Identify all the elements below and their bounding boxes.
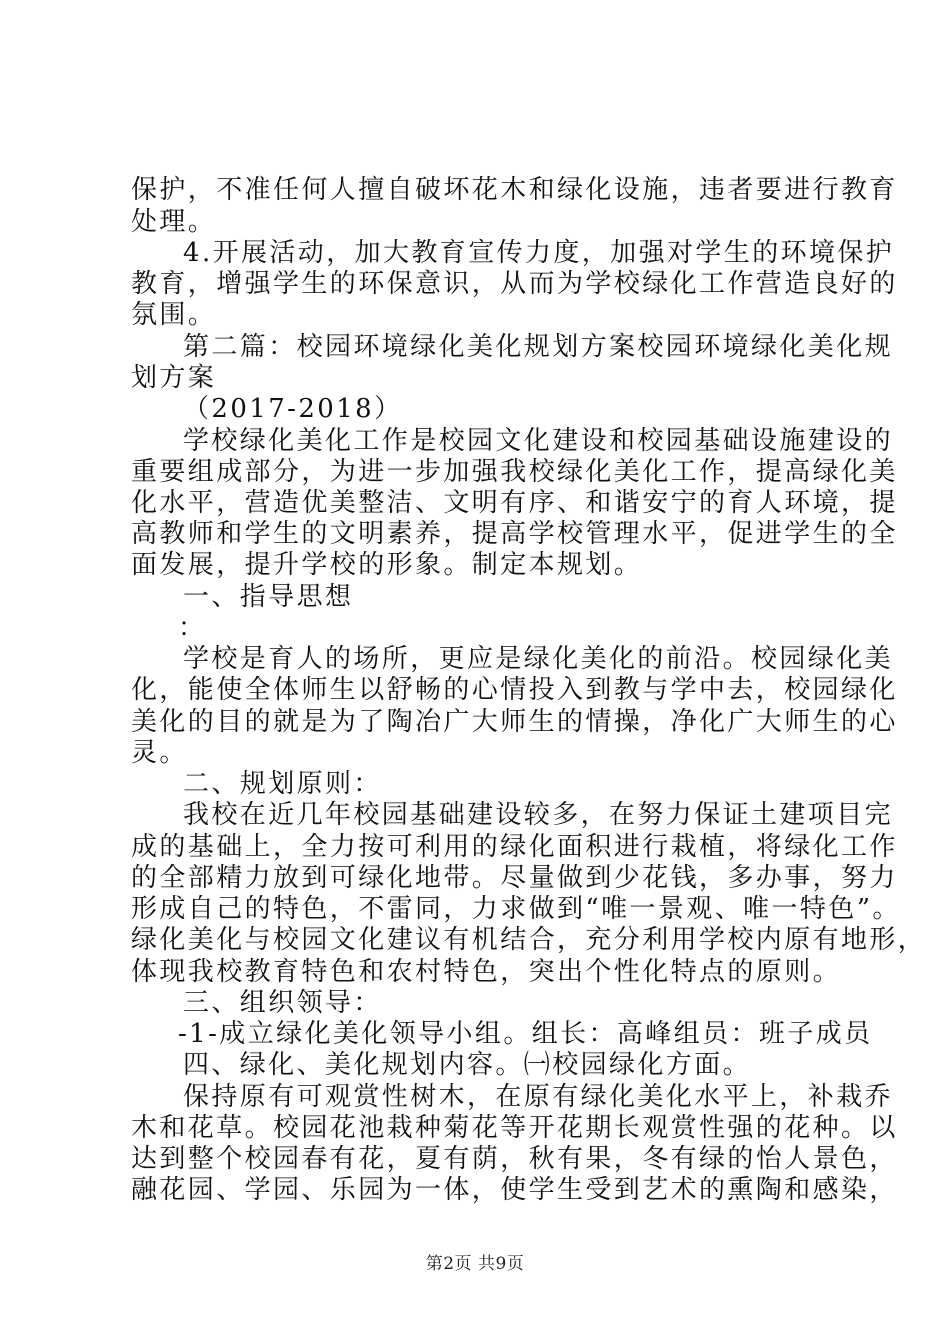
text-line: 灵。 [131,738,188,768]
text-line: 重要组成部分，为进一步加强我校绿化美化工作，提高绿化美 [131,457,898,487]
text-line: 处理。 [131,207,217,237]
text-line: 4.开展活动，加大教育宣传力度，加强对学生的环境保护 [183,238,895,268]
text-line: 我校在近几年校园基础建设较多，在努力保证土建项目完 [183,800,894,830]
section-heading: 第二篇：校园环境绿化美化规划方案校园环境绿化美化规 [183,332,894,362]
text-line: 学校绿化美化工作是校园文化建设和校园基础设施建设的 [183,426,894,456]
subsection-heading: 二、规划原则： [183,769,382,799]
subsection-heading: 一、指导思想 [183,582,354,612]
section-heading: 划方案 [131,363,217,393]
text-line: 美化的目的就是为了陶冶广大师生的情操，净化广大师生的心 [131,707,898,737]
year-range: （2017-2018） [183,394,403,424]
text-line: 教育，增强学生的环保意识，从而为学校绿化工作营造良好的 [131,269,898,299]
text-line: 化水平，营造优美整洁、文明有序、和谐安宁的育人环境，提 [131,488,898,518]
text-line: 保持原有可观赏性树木，在原有绿化美化水平上，补栽乔 [183,1082,894,1112]
text-line: -1-成立绿化美化领导小组。组长：高峰组员：班子成员 [178,1019,873,1049]
text-line: 形成自己的特色，不雷同，力求做到“唯一景观、唯一特色”。 [131,894,901,924]
text-line: ： [178,613,207,643]
text-line: 高教师和学生的文明素养，提高学校管理水平，促进学生的全 [131,519,898,549]
text-line: 学校是育人的场所，更应是绿化美化的前沿。校园绿化美 [183,644,894,674]
text-line: 绿化美化与校园文化建议有机结合，充分利用学校内原有地形， [131,925,927,955]
subsection-heading: 四、绿化、美化规划内容。㈠校园绿化方面。 [183,1050,752,1080]
text-line: 达到整个校园春有花，夏有荫，秋有果，冬有绿的怡人景色， [131,1144,898,1174]
text-line: 氛围。 [131,300,217,330]
text-line: 木和花草。校园花池栽种菊花等开花期长观赏性强的花种。以 [131,1113,898,1143]
text-line: 的全部精力放到可绿化地带。尽量做到少花钱，多办事，努力 [131,863,898,893]
text-line: 化，能使全体师生以舒畅的心情投入到教与学中去，校园绿化 [131,675,898,705]
text-line: 面发展，提升学校的形象。制定本规划。 [131,550,643,580]
text-line: 融花园、学园、乐园为一体，使学生受到艺术的熏陶和感染， [131,1175,898,1205]
page-footer: 第2页 共9页 [425,1254,525,1274]
subsection-heading: 三、组织领导： [183,988,382,1018]
text-line: 成的基础上，全力按可利用的绿化面积进行栽植，将绿化工作 [131,832,898,862]
text-line: 保护，不准任何人擅自破坏花木和绿化设施，违者要进行教育 [131,175,898,205]
text-line: 体现我校教育特色和农村特色，突出个性化特点的原则。 [131,957,842,987]
